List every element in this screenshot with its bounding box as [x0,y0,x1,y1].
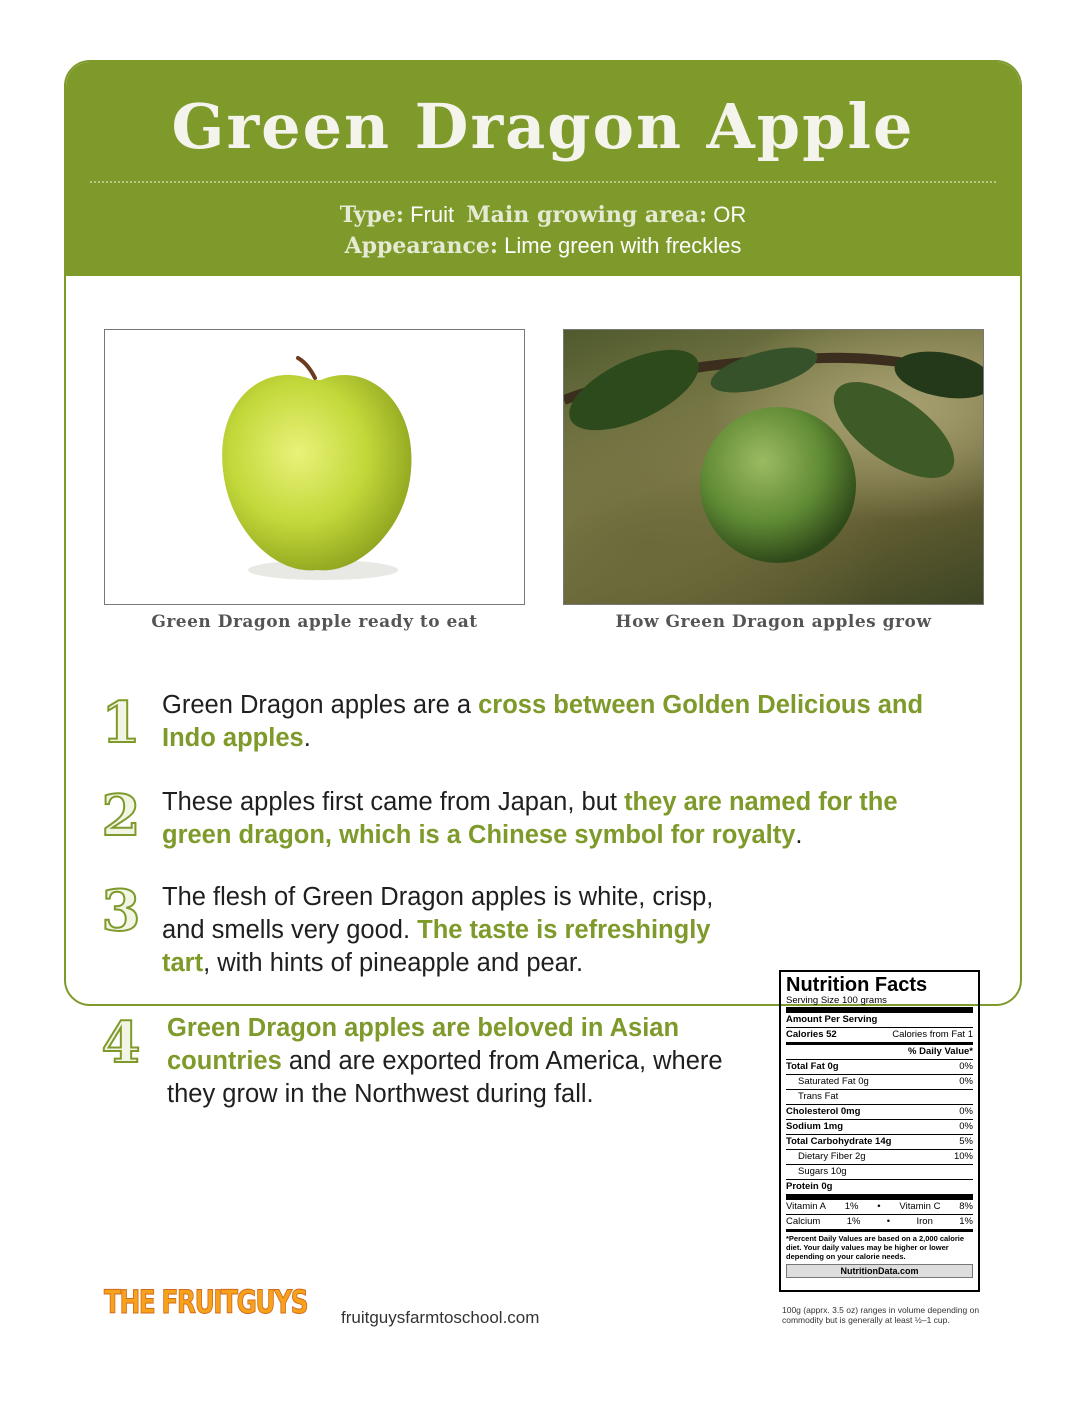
calories-label: Calories 52 [786,1029,837,1040]
nutrient-label: Sugars 10g [798,1166,847,1177]
area-value: OR [713,202,747,227]
nutrient-row [786,1164,973,1179]
bullet-icon: • [886,1216,891,1227]
nutrient-dv: 0% [959,1121,973,1132]
nutrient-row [786,1134,973,1149]
dv-header: % Daily Value* [908,1046,973,1057]
nutrient-label: Total Carbohydrate 14g [786,1136,892,1147]
serving-note: 100g (apprx. 3.5 oz) ranges in volume depending on commodity but is generally at least ½–1 cup. [782,1305,980,1325]
fact-2 [162,786,952,852]
mineral-row [786,1214,973,1229]
photo-caption-1: Green Dragon apple ready to eat [151,612,478,632]
nutrient-row [786,1179,973,1194]
nutrient-dv: 5% [959,1136,973,1147]
calories-row [786,1027,973,1042]
area-label: Main growing area: [466,202,708,228]
nutrition-source: NutritionData.com [786,1264,973,1278]
fact-2-end: . [795,821,803,849]
vitamin-a-dv: 1% [844,1201,859,1212]
fact-1-highlight: cross between Golden Delicious and Indo apples [162,691,924,752]
fact-number-2: 2 [101,783,141,849]
apple-photo [104,329,525,605]
serving-size: Serving Size 100 grams [786,995,887,1006]
dotted-divider [90,181,996,183]
nutrient-label: Trans Fat [798,1091,839,1102]
iron-label: Iron [916,1216,933,1227]
fact-number-3: 3 [101,878,141,944]
fact-3 [162,881,722,980]
fact-1-text: Green Dragon apples are a [162,691,479,719]
nutrient-dv: 10% [953,1151,973,1162]
nutrient-row [786,1119,973,1134]
amount-per-label: Amount Per Serving [786,1014,878,1025]
vitamin-c-dv: 8% [959,1201,973,1212]
dv-header-row [786,1042,973,1059]
nutrient-label: Saturated Fat 0g [798,1076,869,1087]
fact-3-highlight: The taste is refreshingly tart [162,916,711,977]
tree-photo [563,329,984,605]
nutrient-label: Dietary Fiber 2g [798,1151,866,1162]
fact-1 [162,689,962,755]
appearance-value: Lime green with freckles [504,233,742,258]
fact-2-highlight: they are named for the green dragon, which is a Chinese symbol for royalty [162,788,898,849]
calcium-label: Calcium [786,1216,821,1227]
nutrient-label: Sodium 1mg [786,1121,844,1132]
nutrient-row [786,1059,973,1074]
type-value: Fruit [410,202,455,227]
fact-4-highlight: Green Dragon apples are beloved in Asian countries [167,1014,680,1075]
nutrient-label: Total Fat 0g [786,1061,839,1072]
fact-4 [167,1012,767,1111]
meta-line-2 [66,233,1020,259]
nutrient-label: Protein 0g [786,1181,833,1192]
nutrient-dv: 0% [959,1061,973,1072]
nutrition-title: Nutrition Facts [786,974,928,996]
iron-dv: 1% [959,1216,973,1227]
vitamin-a-label: Vitamin A [786,1201,826,1212]
header-band [66,62,1020,276]
bullet-icon: • [877,1201,881,1212]
vitamin-c-label: Vitamin C [899,1201,941,1212]
meta-line-1 [66,202,1020,228]
tree-apple-illustration [564,330,984,605]
fact-2-text: These apples first came from Japan, but [162,788,625,816]
fact-4-end: and are exported from America, where they grow in the Northwest during fall. [167,1047,723,1108]
nutrition-facts-panel [779,970,980,1292]
amount-per-serving [786,1007,973,1027]
website-url: fruitguysfarmtoschool.com [341,1308,540,1327]
nutrient-dv: 0% [959,1076,973,1087]
nutrient-row [786,1089,973,1104]
fact-number-4: 4 [101,1010,141,1076]
fact-3-end: , with hints of pineapple and pear. [203,949,584,977]
nutrient-row [786,1074,973,1089]
apple-illustration [105,330,525,605]
fruitguys-logo: THE FRUITGUYS [104,1283,308,1321]
nutrient-row [786,1149,973,1164]
nutrient-label: Cholesterol 0mg [786,1106,861,1117]
nutrient-dv: 0% [959,1106,973,1117]
dv-footnote: *Percent Daily Values are based on a 2,000 calorie diet. Your daily values may be higher or lower depending on your calorie needs. [786,1229,973,1261]
fact-1-end: . [303,724,311,752]
appearance-label: Appearance: [344,233,499,259]
nutrient-row [786,1104,973,1119]
calcium-dv: 1% [846,1216,861,1227]
type-label: Type: [339,202,404,228]
vitamin-row [786,1194,973,1214]
fact-number-1: 1 [101,690,141,756]
calories-fat: Calories from Fat 1 [892,1029,973,1040]
fact-3-text: The flesh of Green Dragon apples is white, crisp, and smells very good. [162,883,714,944]
page-title: Green Dragon Apple [171,90,915,163]
photo-caption-2: How Green Dragon apples grow [615,612,932,632]
